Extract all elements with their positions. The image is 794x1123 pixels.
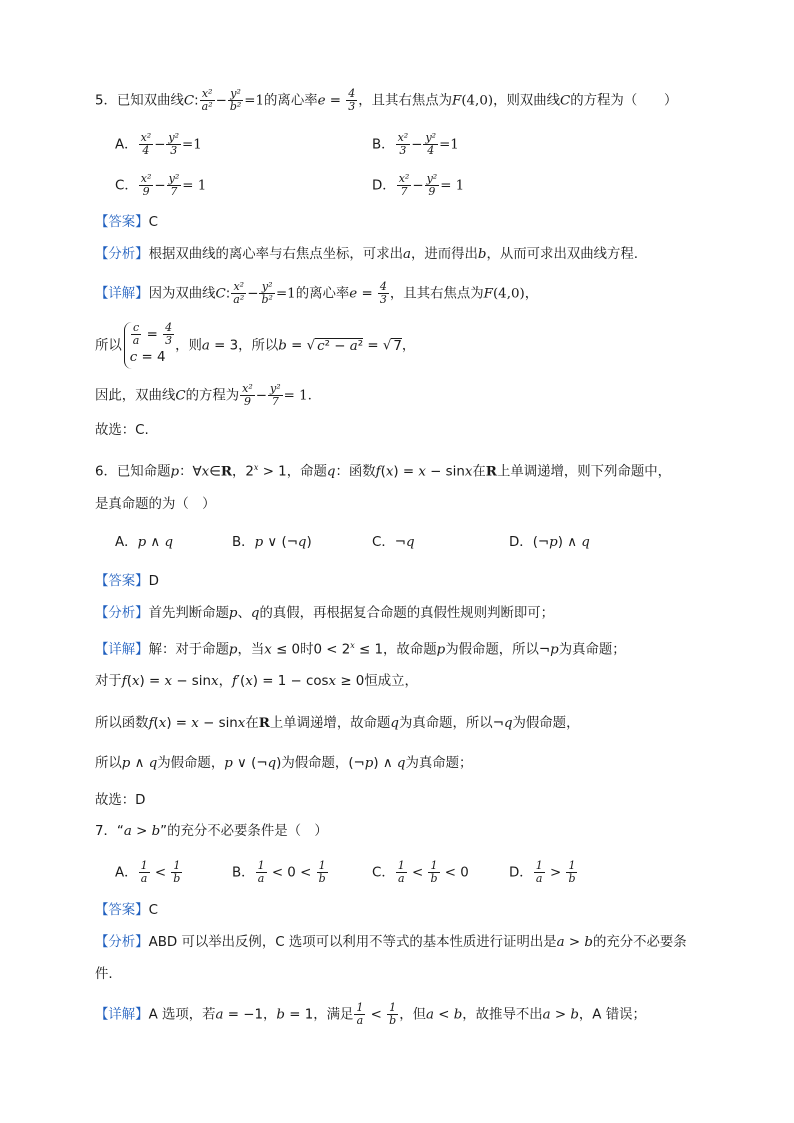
q6-detail-1: 【详解】解：对于命题p，当x ≤ 0时$0 < 2^x \le 1$，故命题p为假命题，所以¬p为真命题； <box>95 641 626 658</box>
q5-option-a: A． $\frac{\text{x²}}{4}$ − $\frac{\text{y²}}{3}$ =1 <box>115 131 202 157</box>
q6-stem-line2: 是真命题的为（ ） <box>95 497 216 512</box>
q6-detail-2: 对于f(x) = x − sinx，f′(x) = 1 − cosx ≥ 0恒成立， <box>95 674 418 689</box>
q5-option-b: B． $\frac{\text{x²}}{3}$ − $\frac{\text{y²}}{4}$ =1 <box>372 131 459 157</box>
q6-option-c: C．¬q <box>372 535 415 550</box>
q7-option-b: B． $\frac{1}{a}$ < 0 < $\frac{1}{b}$ <box>232 859 326 885</box>
q5-conclusion: 故选：C. <box>95 423 149 438</box>
q5-answer: 【答案】C <box>95 215 158 230</box>
q5-detail-1: 【详解】因为双曲线C: $\frac{\text{x²}}{\text{a²}}$ − $\frac{\text{y²}}{\text{b²}}$ =1的离心率e = $\frac{4}{3}$ ，且其右焦点为F(4,0)， <box>95 280 539 306</box>
q6-stem-line1: 6．已知命题p：∀x∈R，$2^x > 1$，命题q：函数f(x) = x − sinx在R上单调递增，则下列命题中， <box>95 463 672 480</box>
q7-stem: 7．“a > b”的充分不必要条件是（ ） <box>95 824 328 839</box>
q7-analysis-line1: 【分析】ABD 可以举出反例，C 选项可以利用不等式的基本性质进行证明出是a > b的充分不必要条 <box>95 935 687 950</box>
q6-detail-4: 所以p ∧ q为假命题，p ∨ (¬q)为假命题，(¬p) ∧ q为真命题； <box>95 756 473 771</box>
q7-option-d: D． $\frac{1}{a}$ > $\frac{1}{b}$ <box>509 859 576 885</box>
q7-detail: 【详解】A 选项，若a = −1，b = 1，满足 $\frac{1}{a}$ < $\frac{1}{b}$ ，但a < b，故推导不出a > b，A 错误； <box>95 1001 646 1027</box>
q6-answer: 【答案】D <box>95 574 159 589</box>
q5-detail-3: 因此，双曲线C的方程为 $\frac{\text{x²}}{9}$ − $\frac{\text{y²}}{7}$ = 1. <box>95 382 312 408</box>
q6-option-b: B．p ∨ (¬q) <box>232 535 312 550</box>
q6-option-d: D．(¬p) ∧ q <box>509 535 590 550</box>
q6-detail-3: 所以函数f(x) = x − sinx在R上单调递增，故命题q为真命题，所以¬q为假命题， <box>95 715 580 731</box>
q6-option-a: A．p ∧ q <box>115 535 174 550</box>
q7-analysis-line2: 件. <box>95 967 113 982</box>
q7-option-c: C． $\frac{1}{a}$ < $\frac{1}{b}$ < 0 <box>372 859 469 885</box>
q6-analysis: 【分析】首先判断命题p、q的真假，再根据复合命题的真假性规则判断即可； <box>95 606 555 621</box>
q5-analysis: 【分析】根据双曲线的离心率与右焦点坐标，可求出a，进而得出b，从而可求出双曲线方程. <box>95 247 639 262</box>
q7-answer: 【答案】C <box>95 903 158 918</box>
q5-detail-2: 所以 $\frac{c}{a}$ = $\frac{4}{3}$ c = 4 ，则a = 3，所以b = √ c² − a² = √ 7， <box>95 322 415 369</box>
q5-option-c: C． $\frac{\text{x²}}{9}$ − $\frac{\text{y²}}{7}$ = 1 <box>115 172 207 198</box>
q5-stem: 5．已知双曲线C: $\frac{\text{x²}}{\text{a²}}$ − $\frac{\text{y²}}{\text{b²}}$ =1的离心率e = $\frac{4}{3}$ ，且其右焦点为F(4,0)，则双曲线C的方程为（ ） <box>95 87 678 113</box>
q7-option-a: A． $\frac{1}{a}$ < $\frac{1}{b}$ <box>115 859 181 885</box>
q6-conclusion: 故选：D <box>95 793 146 808</box>
q5-option-d: D． $\frac{\text{x²}}{7}$ − $\frac{\text{y²}}{9}$ = 1 <box>372 172 465 198</box>
